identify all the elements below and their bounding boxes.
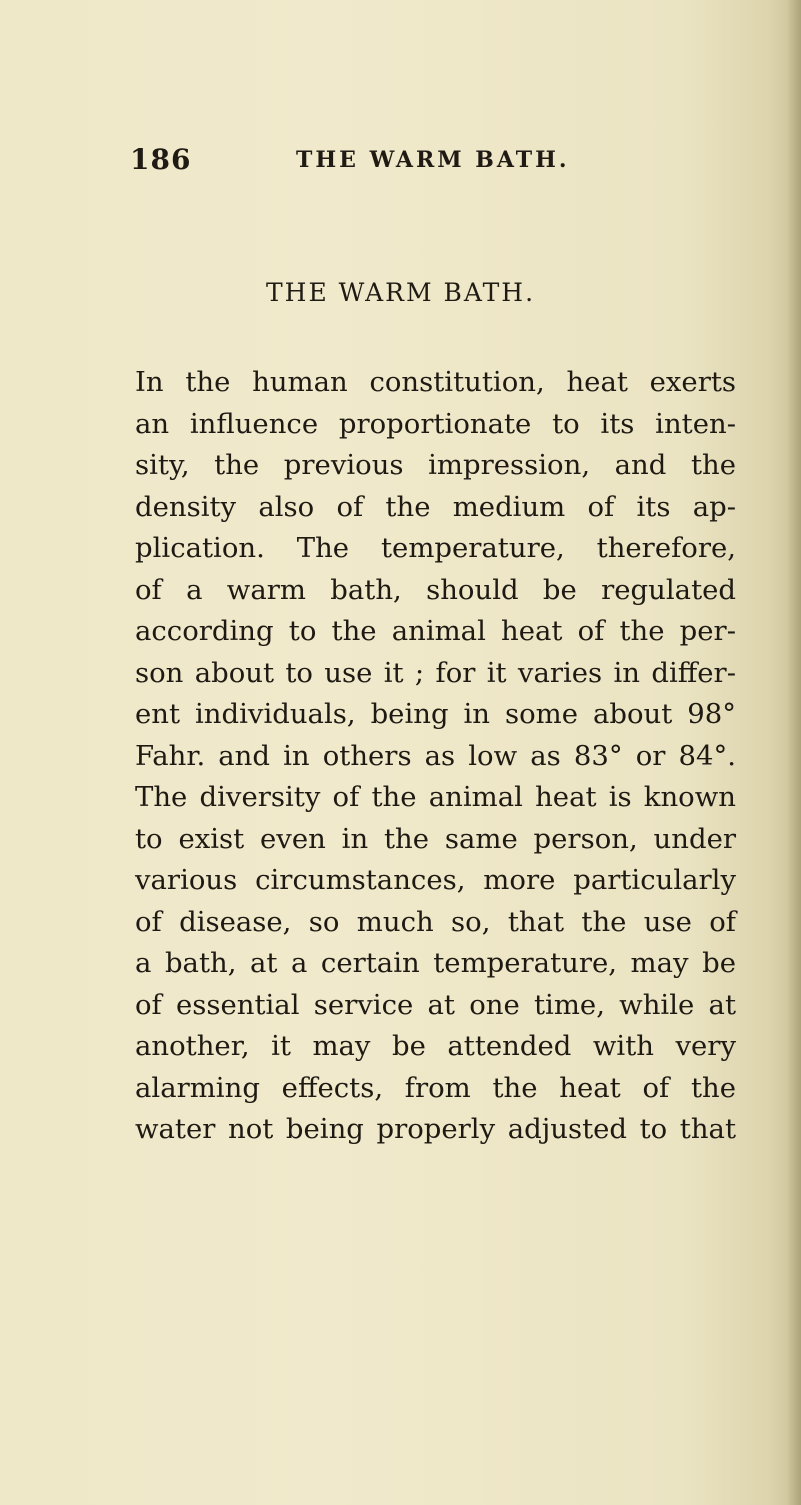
text-line: plication. The temperature, therefore, xyxy=(135,532,736,564)
body-paragraph xyxy=(135,362,736,1151)
text-line: Fahr. and in others as low as 83° or 84°. xyxy=(135,739,736,772)
text-line: a bath, at a certain temperature, may be xyxy=(135,947,736,979)
text-line: an influence proportionate to its inten- xyxy=(135,407,736,440)
text-line: according to the animal heat of the per- xyxy=(135,615,736,647)
text-line: of essential service at one time, while at xyxy=(135,988,736,1021)
text-line: another, it may be attended with very xyxy=(135,1030,736,1062)
text-line: to exist even in the same person, under xyxy=(135,822,736,855)
running-title: THE WARM BATH. xyxy=(296,147,570,173)
page-edge-shadow xyxy=(787,0,801,1505)
text-line: In the human constitution, heat exerts xyxy=(135,366,736,398)
running-head xyxy=(130,143,730,183)
text-line: of disease, so much so, that the use of xyxy=(135,905,736,938)
text-line: density also of the medium of its ap- xyxy=(135,490,736,523)
text-line: alarming effects, from the heat of the xyxy=(135,1071,736,1104)
text-line: The diversity of the animal heat is known xyxy=(135,781,736,813)
text-line: ent individuals, being in some about 98° xyxy=(135,698,736,730)
text-line: of a warm bath, should be regulated xyxy=(135,573,736,606)
text-line: son about to use it ; for it varies in differ- xyxy=(135,656,736,689)
page-number: 186 xyxy=(130,143,192,176)
section-title: THE WARM BATH. xyxy=(265,278,536,307)
text-line: sity, the previous impression, and the xyxy=(135,449,736,481)
text-line: water not being properly adjusted to that xyxy=(135,1113,736,1145)
text-line: various circumstances, more particularly xyxy=(135,864,736,896)
